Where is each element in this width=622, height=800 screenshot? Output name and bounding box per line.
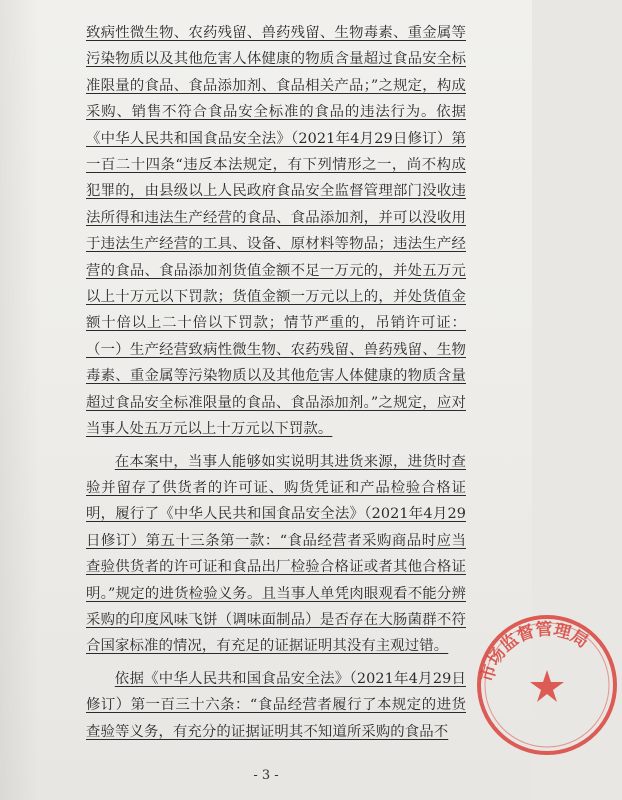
svg-text:市场监督管理局 bbox=[476, 619, 591, 685]
seal-text: 市场监督管理局 bbox=[477, 619, 592, 685]
paragraph-article-136: 依据《中华人民共和国食品安全法》（2021年4月29日修订）第一百三十六条：“食品经营者履行了本规定的进货查验等义务，有充分的证据证明其不知道所采购的食品不 bbox=[86, 670, 466, 740]
page-shadow bbox=[0, 0, 40, 800]
paragraph-case-analysis: 在本案中，当事人能够如实说明其进货来源，进货时查验并留存了供货者的许可证、购货凭证和产品检验合格证明，履行了《中华人民共和国食品安全法》（2021年4月29日修订）第五十三条第一款：“食品经营者采购商品时应当查验供货者的许可证和食品出厂检验合格证或者其他合格证明。”规定的进货检验义务。且当事人单凭肉眼观看不能分辨采购的印度风味飞饼（调味面制品）是否存在大肠菌群不符合国家标准的情况，有充足的证据证明其没有主观过错。 bbox=[86, 453, 466, 655]
page-number: - 3 - bbox=[253, 768, 279, 783]
document-body bbox=[86, 20, 466, 745]
paragraph-legal-basis: 致病性微生物、农药残留、兽药残留、生物毒素、重金属等污染物质以及其他危害人体健康的物质含量超过食品安全标准限量的食品、食品添加剂、食品相关产品；”之规定，构成采购、销售不符合食品安全标准的食品的违法行为。依据《中华人民共和国食品安全法》（2021年4月29日修订）第一百二十四条“违反本法规定，有下列情形之一，尚不构成犯罪的，由县级以上人民政府食品安全监督管理部门没收违法所得和违法生产经营的食品、食品添加剂，并可以没收用于违法生产经营的工具、设备、原材料等物品；违法生产经营的食品、食品添加剂货值金额不足一万元的，并处五万元以上十万元以下罚款；货值金额一万元以上的，并处货值金额十倍以上二十倍以下罚款；情节严重的，吊销许可证：（一）生产经营致病性微生物、农药残留、兽药残留、生物毒素、重金属等污染物质以及其他危害人体健康的物质含量超过食品安全标准限量的食品、食品添加剂。”之规定，应对当事人处五万元以上十万元以下罚款。 bbox=[86, 25, 466, 438]
official-seal-stamp bbox=[472, 610, 622, 760]
